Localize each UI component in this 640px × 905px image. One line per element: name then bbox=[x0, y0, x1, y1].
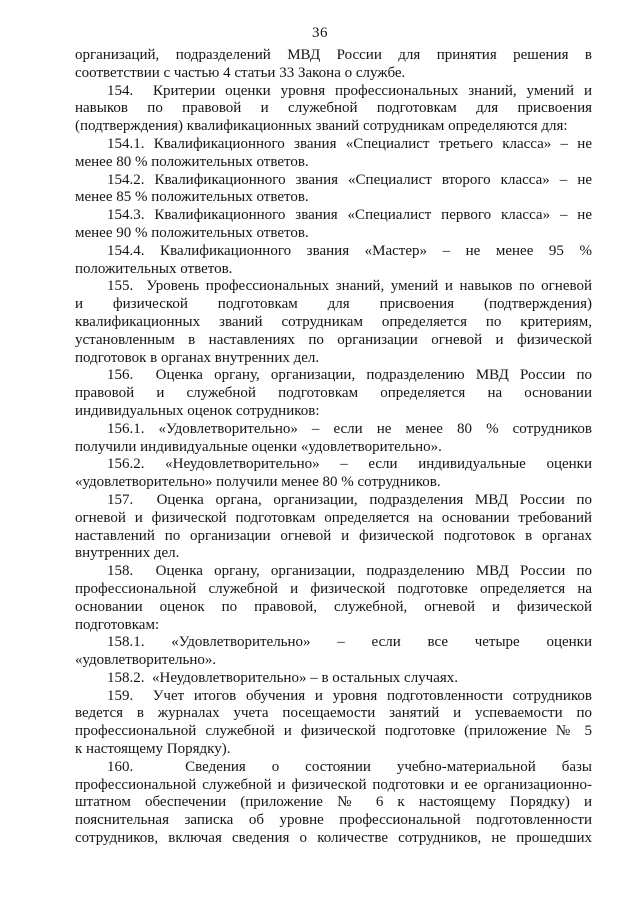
text-line: 154.4. Квалификационного звания «Мастер» – не менее 95 % bbox=[107, 242, 592, 259]
paragraph bbox=[75, 207, 592, 243]
text-line: менее 90 % положительных ответов. bbox=[75, 224, 309, 241]
text-line: профессиональной служебной и физической подготовке определяется на bbox=[75, 580, 592, 597]
text-line: менее 85 % положительных ответов. bbox=[75, 189, 309, 206]
text-line: профессиональной служебной и физической подготовки и ее организационно- bbox=[75, 776, 592, 793]
text-line: навыков по правовой и служебной подготовкам для присвоения bbox=[75, 100, 592, 117]
text-line: организаций, подразделений МВД России для принятия решения в bbox=[75, 47, 592, 63]
paragraph bbox=[75, 492, 592, 563]
text-line: 156.2. «Неудовлетворительно» – если индивидуальные оценки bbox=[107, 456, 592, 473]
paragraph bbox=[75, 47, 592, 83]
text-line: 154.1. Квалификационного звания «Специалист третьего класса» – не bbox=[107, 135, 592, 152]
paragraph bbox=[75, 136, 592, 172]
text-line: 156. Оценка органу, организации, подразделению МВД России по bbox=[107, 367, 592, 384]
text-line: 158.1. «Удовлетворительно» – если все четыре оценки bbox=[107, 634, 592, 651]
paragraph bbox=[75, 688, 592, 759]
text-line: 155. Уровень профессиональных знаний, умений и навыков по огневой bbox=[107, 278, 592, 295]
paragraph bbox=[75, 456, 592, 492]
text-line: получили индивидуальные оценки «удовлетворительно». bbox=[75, 438, 442, 455]
text-line: и физической подготовкам для присвоения (подтверждения) bbox=[75, 296, 592, 313]
paragraph bbox=[75, 563, 592, 634]
paragraph bbox=[75, 670, 592, 688]
paragraph bbox=[75, 421, 592, 457]
text-line: 157. Оценка органа, организации, подразделения МВД России по bbox=[107, 491, 592, 508]
text-line: положительных ответов. bbox=[75, 260, 233, 277]
text-line: ведется в журналах учета посещаемости занятий и успеваемости по bbox=[75, 705, 592, 722]
text-line: правовой и служебной подготовкам определяется на основании bbox=[75, 385, 592, 402]
page-number: 36 bbox=[312, 25, 328, 41]
document-body bbox=[75, 47, 592, 848]
text-line: соответствии с частью 4 статьи 33 Закона о службе. bbox=[75, 64, 406, 81]
text-line: 154.3. Квалификационного звания «Специалист первого класса» – не bbox=[107, 207, 592, 224]
text-line: профессиональной служебной и физической подготовке (приложение № 5 bbox=[75, 723, 592, 740]
text-line: внутренних дел. bbox=[75, 545, 180, 562]
text-line: огневой и физической подготовкам определяется на основании требований bbox=[75, 509, 592, 526]
text-line: сотрудников, включая сведения о количестве сотрудников, не прошедших bbox=[75, 830, 592, 847]
text-line: квалификационных званий сотрудникам определяется по критериям, bbox=[75, 313, 592, 330]
text-line: 158.2. «Неудовлетворительно» – в остальных случаях. bbox=[107, 669, 459, 686]
paragraph bbox=[75, 367, 592, 420]
text-line: пояснительная записка об уровне профессиональной подготовленности bbox=[75, 812, 592, 829]
text-line: 156.1. «Удовлетворительно» – если не менее 80 % сотрудников bbox=[107, 420, 592, 437]
text-line: 158. Оценка органу, организации, подразделению МВД России по bbox=[107, 563, 592, 580]
text-line: наставлений по организации огневой и физической подготовок в органах bbox=[75, 527, 592, 544]
paragraph bbox=[75, 759, 592, 848]
text-line: 160. Сведения о состоянии учебно-материальной базы bbox=[107, 758, 592, 775]
text-line: к настоящему Порядку). bbox=[75, 741, 231, 758]
text-line: установленным в наставлениях по организации огневой и физической bbox=[75, 331, 592, 348]
text-line: 154. Критерии оценки уровня профессиональных знаний, умений и bbox=[107, 82, 592, 99]
paragraph bbox=[75, 172, 592, 208]
text-line: штатном обеспечении (приложение № 6 к настоящему Порядку) и bbox=[75, 794, 592, 811]
text-line: основании оценок по правовой, служебной, огневой и физической bbox=[75, 598, 592, 615]
text-line: 159. Учет итогов обучения и уровня подготовленности сотрудников bbox=[107, 687, 592, 704]
text-line: «удовлетворительно» получили менее 80 % сотрудников. bbox=[75, 474, 441, 491]
text-line: менее 80 % положительных ответов. bbox=[75, 153, 309, 170]
paragraph bbox=[75, 634, 592, 670]
text-line: 154.2. Квалификационного звания «Специалист второго класса» – не bbox=[107, 171, 592, 188]
text-line: (подтверждения) квалификационных званий сотрудникам определяются для: bbox=[75, 118, 568, 135]
paragraph bbox=[75, 243, 592, 279]
paragraph bbox=[75, 83, 592, 136]
text-line: индивидуальных оценок сотрудников: bbox=[75, 402, 320, 419]
paragraph bbox=[75, 278, 592, 367]
text-line: «удовлетворительно». bbox=[75, 652, 217, 669]
text-line: подготовкам: bbox=[75, 616, 160, 633]
text-line: подготовок в органах внутренних дел. bbox=[75, 349, 320, 366]
